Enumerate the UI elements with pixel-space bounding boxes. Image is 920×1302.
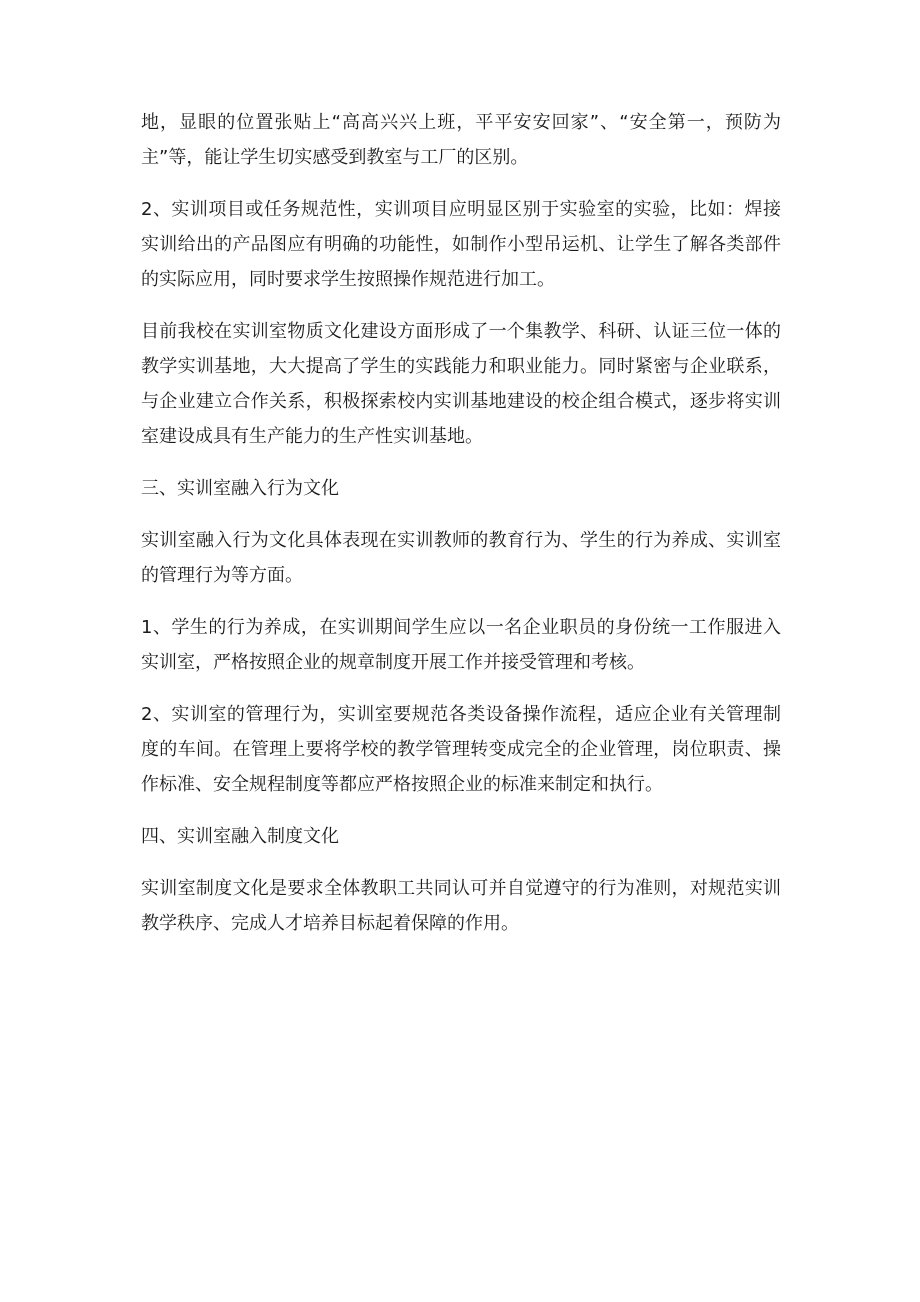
paragraph-school-base: 目前我校在实训室物质文化建设方面形成了一个集教学、科研、认证三位一体的教学实训基地，大大提高了学生的实践能力和职业能力。同时紧密与企业联系，与企业建立合作关系，积极探索校内实训基地建设的校企组合模式，逐步将实训室建设成具有生产能力的生产性实训基地。 [141, 321, 781, 447]
document-body [141, 105, 781, 958]
paragraph-item-1-student-behavior: 1、学生的行为养成，在实训期间学生应以一名企业职员的身份统一工作服进入实训室，严格按照企业的规章制度开展工作并接受管理和考核。 [141, 617, 781, 673]
paragraph-item-2-training-projects: 2、实训项目或任务规范性，实训项目应明显区别于实验室的实验，比如：焊接实训给出的产品图应有明确的功能性，如制作小型吊运机、让学生了解各类部件的实际应用，同时要求学生按照操作规范进行加工。 [141, 199, 781, 290]
paragraph-continuation: 地，显眼的位置张贴上“高高兴兴上班，平平安安回家”、“安全第一，预防为主”等，能让学生切实感受到教室与工厂的区别。 [141, 112, 781, 168]
paragraph-behavior-culture-intro: 实训室融入行为文化具体表现在实训教师的教育行为、学生的行为养成、实训室的管理行为等方面。 [141, 530, 781, 586]
section-heading-institution-culture: 四、实训室融入制度文化 [141, 826, 339, 847]
paragraph-institution-culture: 实训室制度文化是要求全体教职工共同认可并自觉遵守的行为准则，对规范实训教学秩序、完成人才培养目标起着保障的作用。 [141, 878, 781, 934]
paragraph-item-2-management-behavior: 2、实训室的管理行为，实训室要规范各类设备操作流程，适应企业有关管理制度的车间。在管理上要将学校的教学管理转变成完全的企业管理，岗位职责、操作标准、安全规程制度等都应严格按照企业的标准来制定和执行。 [141, 704, 781, 795]
section-heading-behavior-culture: 三、实训室融入行为文化 [141, 478, 339, 499]
